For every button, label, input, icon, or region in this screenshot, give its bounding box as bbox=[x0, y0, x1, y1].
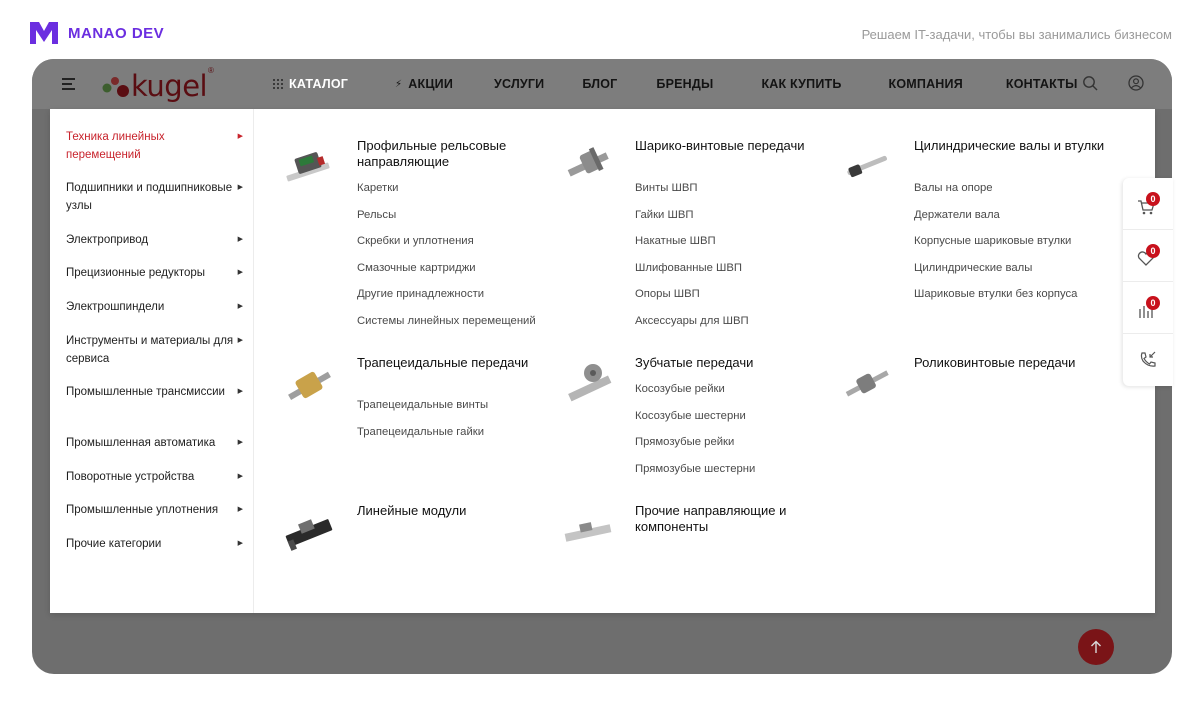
roller-screw-icon bbox=[840, 355, 894, 409]
nav-how-to-buy[interactable]: КАК КУПИТЬ bbox=[761, 77, 842, 91]
logo-text: kugel bbox=[131, 69, 208, 103]
lightning-icon: ⚡ bbox=[395, 78, 403, 90]
category-automation[interactable] bbox=[66, 434, 242, 452]
user-icon[interactable] bbox=[1128, 75, 1144, 91]
category-label: Прочие категории bbox=[66, 538, 162, 550]
subcategory-link[interactable]: Скребки и уплотнения bbox=[357, 235, 474, 247]
gear-rack-icon bbox=[561, 355, 615, 409]
category-label: Электропривод bbox=[66, 234, 149, 246]
category-label: Промышленные уплотнения bbox=[66, 504, 219, 516]
compare-count-badge: 0 bbox=[1146, 296, 1160, 310]
subcategory-link[interactable]: Гайки ШВП bbox=[635, 208, 694, 221]
scroll-to-top-button[interactable] bbox=[1078, 629, 1114, 665]
catalog-mega-menu bbox=[50, 109, 1155, 613]
linear-module-icon bbox=[282, 503, 336, 557]
subcategory-link[interactable]: Валы на опоре bbox=[914, 182, 993, 194]
manao-logo-icon bbox=[30, 22, 58, 44]
category-label: Промышленные трансмиссии bbox=[66, 386, 225, 398]
subcategory-link[interactable]: Накатные ШВП bbox=[635, 235, 716, 247]
nav-services[interactable]: УСЛУГИ bbox=[494, 77, 545, 91]
nav-contacts[interactable]: КОНТАКТЫ bbox=[1005, 77, 1078, 91]
subcategory-link[interactable]: Рельсы bbox=[357, 208, 397, 221]
subcategory-link[interactable]: Прямозубые шестерни bbox=[635, 462, 756, 475]
category-linear-motion[interactable] bbox=[66, 128, 242, 164]
cart-count-badge: 0 bbox=[1146, 192, 1160, 206]
arrow-right-icon: ▶ bbox=[237, 388, 243, 395]
subcategory-link[interactable]: Винты ШВП bbox=[635, 182, 698, 194]
group-title-roller-screws[interactable]: Роликовинтовые передачи bbox=[914, 355, 1076, 370]
arrow-right-icon: ▶ bbox=[237, 439, 243, 446]
header-icons bbox=[1082, 75, 1144, 91]
search-icon[interactable] bbox=[1082, 75, 1098, 91]
arrow-right-icon: ▶ bbox=[237, 133, 243, 140]
favorites-count-badge: 0 bbox=[1146, 244, 1160, 258]
group-title-gears[interactable]: Зубчатые передачи bbox=[635, 355, 754, 370]
cart-tool[interactable] bbox=[1123, 178, 1173, 230]
category-rotary[interactable] bbox=[66, 468, 242, 486]
subcategory-link[interactable]: Корпусные шариковые втулки bbox=[914, 235, 1072, 247]
shaft-icon bbox=[840, 137, 894, 191]
ball-screw-icon bbox=[561, 137, 615, 191]
category-reducers[interactable] bbox=[66, 264, 242, 282]
category-label: Промышленная автоматика bbox=[66, 437, 216, 449]
subcategory-link[interactable]: Держатели вала bbox=[914, 208, 1000, 221]
category-label: Техника линейных перемещений bbox=[66, 131, 165, 161]
logo-registered-mark: ® bbox=[208, 66, 214, 75]
nav-catalog[interactable] bbox=[273, 77, 348, 91]
group-title-ball-screws[interactable]: Шарико-винтовые передачи bbox=[635, 138, 805, 153]
floating-toolbar bbox=[1123, 178, 1173, 386]
category-label: Прецизионные редукторы bbox=[66, 267, 206, 279]
arrow-up-icon bbox=[1090, 640, 1102, 654]
arrow-right-icon: ▶ bbox=[237, 236, 243, 243]
subcategory-link[interactable]: Цилиндрические валы bbox=[914, 261, 1033, 274]
site-header bbox=[32, 59, 1172, 109]
category-label: Электрошпиндели bbox=[66, 301, 165, 313]
hamburger-icon[interactable] bbox=[62, 78, 76, 90]
category-seals[interactable] bbox=[66, 501, 242, 519]
group-title-linear-modules[interactable]: Линейные модули bbox=[357, 503, 467, 518]
phone-callback-icon bbox=[1139, 351, 1157, 369]
manao-brand[interactable] bbox=[30, 21, 164, 45]
other-guides-icon bbox=[561, 503, 615, 557]
nav-brands[interactable]: БРЕНДЫ bbox=[656, 77, 714, 91]
subcategory-link[interactable]: Трапецеидальные винты bbox=[357, 399, 489, 411]
subcategory-link[interactable]: Другие принадлежности bbox=[357, 288, 485, 300]
group-links-rails bbox=[357, 180, 536, 339]
site-logo[interactable] bbox=[100, 66, 220, 102]
subcategory-link[interactable]: Шлифованные ШВП bbox=[635, 261, 743, 274]
group-title-trapezoidal[interactable]: Трапецеидальные передачи bbox=[357, 355, 529, 370]
category-electric-drive[interactable] bbox=[66, 231, 242, 249]
arrow-right-icon: ▶ bbox=[237, 184, 243, 191]
subcategory-link[interactable]: Косозубые рейки bbox=[635, 383, 725, 395]
category-other[interactable] bbox=[66, 535, 242, 553]
brand-name: MANAO DEV bbox=[68, 24, 165, 42]
catalog-sidebar bbox=[50, 109, 254, 613]
category-bearings[interactable] bbox=[66, 179, 242, 215]
grid-icon bbox=[273, 79, 283, 89]
tagline: Решаем IT-задачи, чтобы вы занимались бизнесом bbox=[861, 27, 1172, 42]
group-links-ball-screws bbox=[635, 180, 749, 339]
subcategory-link[interactable]: Трапецеидальные гайки bbox=[357, 425, 485, 438]
compare-tool[interactable] bbox=[1123, 282, 1173, 334]
arrow-right-icon: ▶ bbox=[237, 506, 243, 513]
group-links-shafts bbox=[914, 180, 1077, 313]
category-spindles[interactable] bbox=[66, 298, 242, 316]
trapezoidal-screw-icon bbox=[282, 355, 336, 409]
subcategory-link[interactable]: Шариковые втулки без корпуса bbox=[914, 288, 1078, 300]
subcategory-link[interactable]: Прямозубые рейки bbox=[635, 436, 735, 448]
category-label: Поворотные устройства bbox=[66, 471, 195, 483]
group-title-shafts[interactable]: Цилиндрические валы и втулки bbox=[914, 138, 1105, 153]
favorites-tool[interactable] bbox=[1123, 230, 1173, 282]
main-nav bbox=[273, 59, 1078, 109]
nav-blog[interactable]: БЛОГ bbox=[582, 77, 618, 91]
nav-catalog-label: КАТАЛОГ bbox=[289, 77, 349, 91]
arrow-right-icon: ▶ bbox=[237, 540, 243, 547]
category-label: Инструменты и материалы для сервиса bbox=[66, 335, 234, 365]
arrow-right-icon: ▶ bbox=[237, 269, 243, 276]
group-title-rails[interactable]: Профильные рельсовые направляющие bbox=[357, 138, 507, 169]
nav-promo[interactable] bbox=[395, 77, 453, 91]
arrow-right-icon: ▶ bbox=[237, 337, 243, 344]
subcategory-link[interactable]: Системы линейных перемещений bbox=[357, 314, 536, 327]
group-links-gears bbox=[635, 381, 755, 487]
group-title-other-guides[interactable]: Прочие направляющие и компоненты bbox=[635, 503, 787, 534]
nav-company[interactable]: КОМПАНИЯ bbox=[888, 77, 963, 91]
subcategory-link[interactable]: Аксессуары для ШВП bbox=[635, 314, 749, 327]
arrow-right-icon: ▶ bbox=[237, 473, 243, 480]
subcategory-link[interactable]: Каретки bbox=[357, 182, 399, 194]
group-links-trapezoidal bbox=[357, 397, 488, 450]
arrow-right-icon: ▶ bbox=[237, 303, 243, 310]
rail-guide-icon bbox=[282, 137, 336, 191]
category-label: Подшипники и подшипниковые узлы bbox=[66, 182, 233, 212]
callback-tool[interactable] bbox=[1123, 334, 1173, 386]
nav-promo-label: АКЦИИ bbox=[408, 77, 454, 91]
category-transmissions[interactable] bbox=[66, 383, 242, 401]
subcategory-link[interactable]: Смазочные картриджи bbox=[357, 261, 476, 274]
subcategory-link[interactable]: Опоры ШВП bbox=[635, 288, 700, 300]
subcategory-link[interactable]: Косозубые шестерни bbox=[635, 409, 746, 422]
category-tools[interactable] bbox=[66, 332, 242, 368]
